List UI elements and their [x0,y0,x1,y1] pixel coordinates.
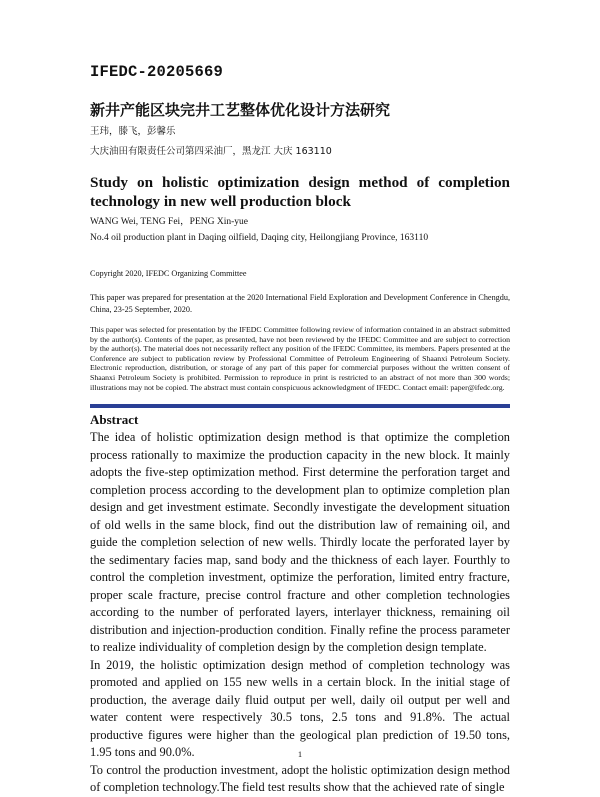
selection-notice: This paper was selected for presentation by the IFEDC Committee following review of information contained in an abstract submitted by the author(s). Contents of the paper, as presented, have not been reviewed by the IFEDC Committee and are subject to correction by the author(s). The material does not necessarily reflect any position of the IFEDC Committee, its members. Papers presented at the Conference are subject to publication review by Professional Committee of Petroleum Engineering of Shaanxi Petroleum Society. Electronic reproduction, distribution, or storage of any part of this paper for commercial purposes without the written consent of Shaanxi Petroleum Society is prohibited. Permission to reproduce in print is restricted to an abstract of not more than 300 words; illustrations may not be copied. The abstract must contain conspicuous acknowledgment of IFEDC. Contact email: paper@ifedc.org. [90,325,510,392]
abstract-paragraph: To control the production investment, adopt the holistic optimization design method of completion technology.The field test results show that the achieved rate of single [90,762,510,794]
abstract-body [90,429,510,797]
preparation-note: This paper was prepared for presentation at the 2020 International Field Exploration and Development Conference in Chengdu, China, 23-25 September, 2020. [90,293,510,314]
abstract-paragraph: The idea of holistic optimization design method is that optimize the completion process rationally to maximize the production capacity in the new block. It mainly adopts the five-step optimization method. First determine the perforation target and completion process according to the development plan to optimize completion plan design and get investment estimate. Secondly investigate the development situation of old wells in the same block, find out the distribution law of remaining oil, and guide the completion selection of new wells. Thirdly locate the perforated layer by the sedimentary facies map, sand body and the thickness of each layer. Fourthly to control the completion investment, optimize the perforation, limited entry fracture, proper scale fracture, precise control fracture and other completion technologies according to the number of perforated layers, interlayer thickness, remaining oil distribution and injection-production condition. Finally refine the process parameter to realize individuality of completion design by the completion design template. [90,430,510,654]
chinese-title: 新井产能区块完井工艺整体优化设计方法研究 [90,101,391,119]
copyright-notice: Copyright 2020, IFEDC Organizing Committee [90,269,247,278]
abstract-paragraph: In 2019, the holistic optimization design method of completion technology was promoted and applied on 155 new wells in a certain block. In the initial stage of production, the average daily fluid output per well, daily oil output per well and water content were respectively 30.5 tons, 2.5 tons and 91.8%. The actual productive figures were higher than the geological plan prediction of 19.50 tons, 1.95 tons and 90.0%. [90,657,510,759]
chinese-affiliation: 大庆油田有限责任公司第四采油厂，黑龙江 大庆 163110 [90,146,332,157]
english-affiliation: No.4 oil production plant in Daqing oilfield, Daqing city, Heilongjiang Province, 163110 [90,233,429,243]
english-authors: WANG Wei, TENG Fei，PENG Xin-yue [90,217,248,227]
section-divider [90,404,510,408]
english-title: Study on holistic optimization design method of completion technology in new well production block [90,174,510,210]
page-number: 1 [297,749,303,759]
paper-id: IFEDC-20205669 [90,63,224,81]
chinese-authors: 王玮，滕飞，彭馨乐 [90,126,176,137]
abstract-heading: Abstract [90,412,139,427]
